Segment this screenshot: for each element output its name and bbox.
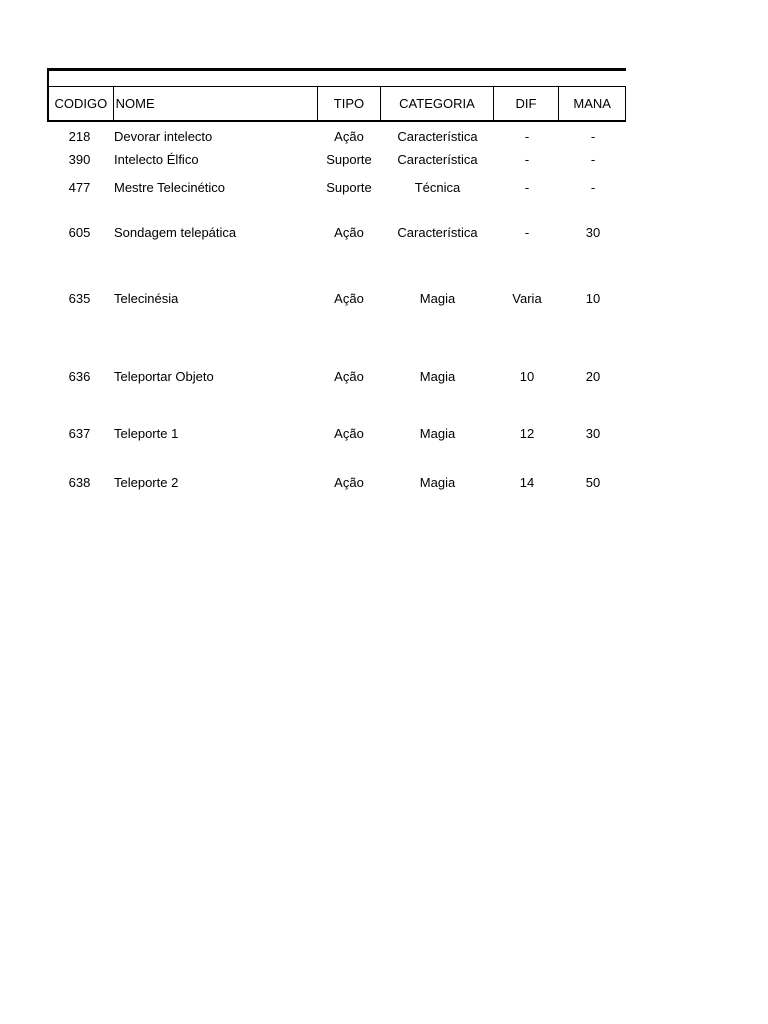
title-row (47, 68, 626, 86)
table-row (47, 289, 626, 307)
cell-categoria: Técnica (414, 179, 461, 195)
cell-codigo: 635 (68, 290, 91, 306)
cell-categoria: Magia (419, 474, 456, 490)
cell-tipo: Ação (334, 425, 364, 441)
header-codigo: CODIGO (49, 87, 114, 120)
cell-categoria: Magia (419, 425, 456, 441)
cell-mana: - (590, 151, 596, 167)
cell-tipo: Suporte (326, 151, 372, 167)
cell-dif: - (524, 224, 530, 240)
cell-categoria: Magia (419, 290, 456, 306)
cell-categoria: Característica (397, 224, 478, 240)
cell-nome: Teleporte 2 (114, 474, 179, 490)
table-row (47, 127, 626, 145)
cell-mana: 20 (585, 368, 601, 384)
cell-dif: - (524, 179, 530, 195)
cell-codigo: 477 (68, 179, 91, 195)
cell-codigo: 390 (68, 151, 91, 167)
spreadsheet-table (47, 68, 626, 490)
cell-tipo: Ação (334, 128, 364, 144)
table-row (47, 178, 626, 196)
header-dif: DIF (494, 87, 560, 120)
cell-nome: Mestre Telecinético (114, 179, 226, 195)
cell-mana: 30 (585, 425, 601, 441)
cell-tipo: Ação (334, 368, 364, 384)
cell-dif: Varia (512, 290, 542, 306)
cell-nome: Sondagem telepática (114, 224, 237, 240)
table-row (47, 473, 626, 491)
cell-codigo: 605 (68, 224, 91, 240)
cell-codigo: 636 (68, 368, 91, 384)
header-mana: MANA (573, 96, 611, 111)
cell-nome: Teleportar Objeto (114, 368, 214, 384)
cell-codigo: 637 (68, 425, 91, 441)
cell-tipo: Suporte (326, 179, 372, 195)
cell-dif: 14 (519, 474, 535, 490)
cell-mana: 50 (585, 474, 601, 490)
cell-categoria: Característica (397, 128, 478, 144)
table-row (47, 424, 626, 442)
cell-dif: 10 (519, 368, 535, 384)
cell-dif: 12 (519, 425, 535, 441)
cell-categoria: Magia (419, 368, 456, 384)
cell-mana: 10 (585, 290, 601, 306)
cell-codigo: 638 (68, 474, 91, 490)
cell-dif: - (524, 151, 530, 167)
cell-mana: 30 (585, 224, 601, 240)
cell-codigo: 218 (68, 128, 91, 144)
cell-tipo: Ação (334, 224, 364, 240)
cell-tipo: Ação (334, 474, 364, 490)
table-row (47, 223, 626, 241)
cell-mana: - (590, 128, 596, 144)
cell-nome: Devorar intelecto (114, 128, 213, 144)
cell-dif: - (524, 128, 530, 144)
cell-nome: Telecinésia (114, 290, 179, 306)
cell-nome: Teleporte 1 (114, 425, 179, 441)
cell-categoria: Característica (397, 151, 478, 167)
table-row (47, 150, 626, 168)
header-categoria: CATEGORIA (381, 87, 493, 120)
cell-nome: Intelecto Élfico (114, 151, 199, 167)
header-row (47, 86, 626, 122)
cell-tipo: Ação (334, 290, 364, 306)
cell-mana: - (590, 179, 596, 195)
header-tipo: TIPO (318, 87, 382, 120)
table-row (47, 367, 626, 385)
header-nome: NOME (114, 87, 318, 120)
